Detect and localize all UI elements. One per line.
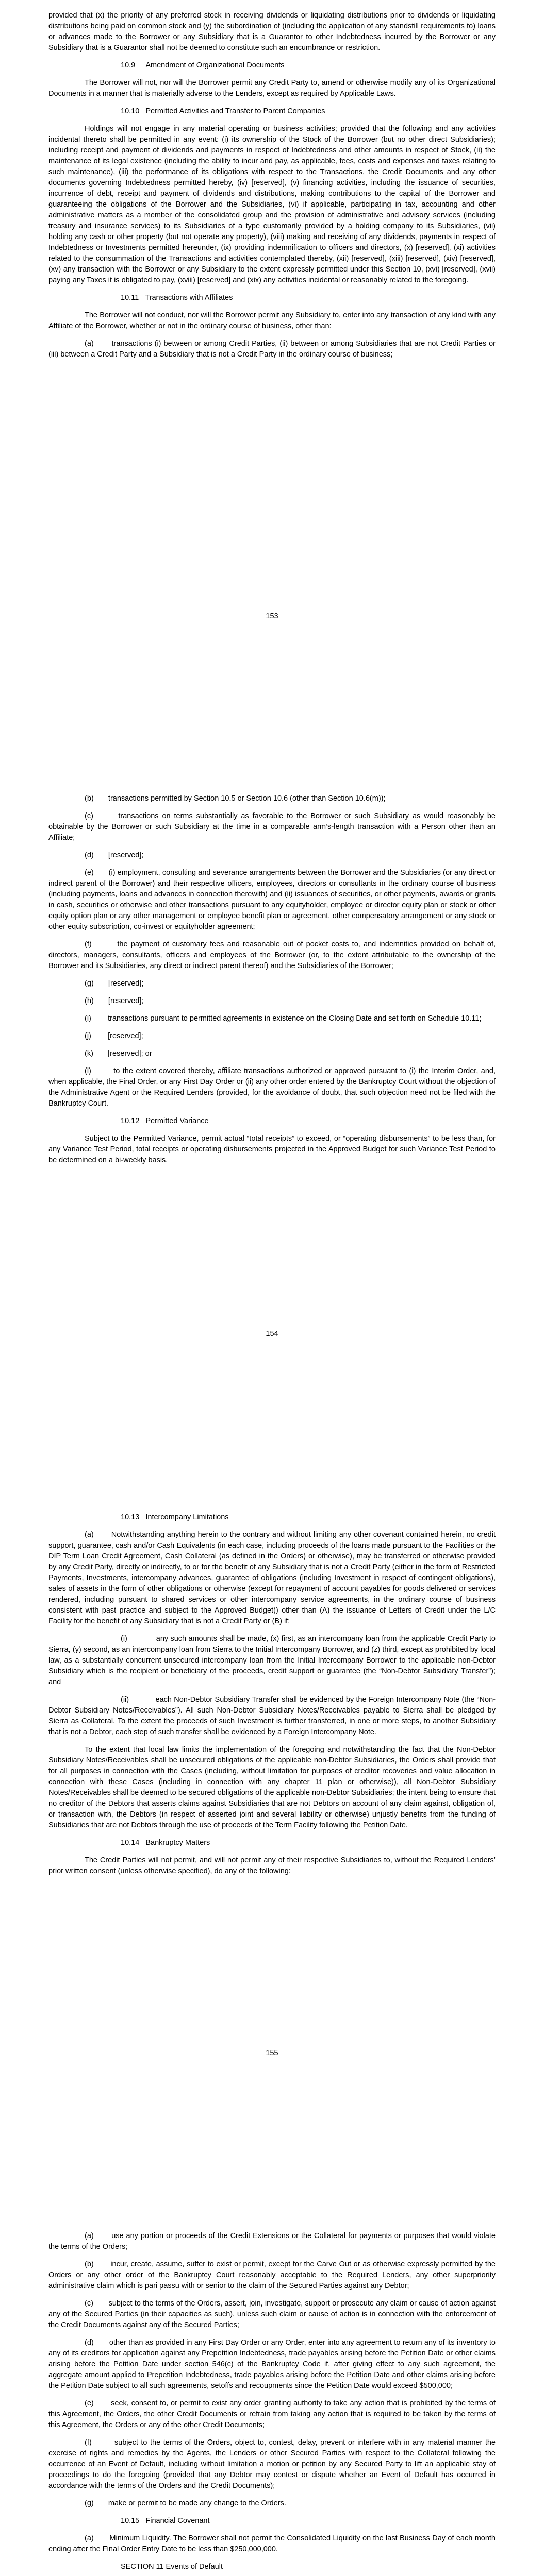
clause-10-14-e: (e) seek, consent to, or permit to exist any order granting authority to take any action that is prohibited by the terms of this Agreement, the Orders, the other Credit Documents or refrain from taking any action that is required to be taken by the terms of this Agreement, the Orders or any of the other Credit Documents; <box>48 2399 496 2429</box>
clause-10-11-j: (j) [reserved]; <box>85 1032 143 1040</box>
clause-10-11-c: (c) transactions on terms substantially as favorable to the Borrower or such Subsidiary as would reasonably be obtainable by the Borrower or such Subsidiary at the time in a comparable arm’s-length transaction with a Person other than an Affiliate; <box>48 812 496 842</box>
paragraph-encumbrance-proviso: provided that (x) the priority of any preferred stock in receiving dividends or liquidating distributions prior to dividends or liquidating distributions being paid on common stock and (y) the subordination of (including the application of any standstill requirements to) loans or advances made to the Borrower or any Subsidiary that is a Guarantor to other Indebtedness incurred by the Borrower or any Subsidiary that is a Guarantor shall not be deemed to constitute such an encumbrance or restriction. <box>48 11 496 52</box>
section-heading-10-9: 10.9 Amendment of Organizational Documents <box>121 61 285 70</box>
clause-10-15-a: (a) Minimum Liquidity. The Borrower shall not permit the Consolidated Liquidity on the last Business Day of each month ending after the Final Order Entry Date to be less than $250,000,000. <box>48 2534 496 2553</box>
clause-10-14-b: (b) incur, create, assume, suffer to exist or permit, except for the Carve Out or as otherwise expressly permitted by the Orders or any other order of the Bankruptcy Court reasonably acceptable to the Required Lenders, any other superpriority administrative claim which is pari passu with or senior to the claim of the Secured Parties against any Debtor; <box>48 2260 496 2290</box>
page-number: 153 <box>266 612 278 620</box>
clause-10-11-l: (l) to the extent covered thereby, affiliate transactions authorized or approved pursuant to (i) the Interim Order, and, when applicable, the Final Order, or any First Day Order or (ii) any other order entered by the Bankruptcy Court without the objection of the Administrative Agent or the Required Lenders (provided, for the avoidance of doubt, that such objection need not be filed with the Bankruptcy Court. <box>48 1067 496 1108</box>
paragraph-10-11-intro: The Borrower will not conduct, nor will the Borrower permit any Subsidiary to, enter into any transaction of any kind with any Affiliate of the Borrower, whether or not in the ordinary course of business, other than: <box>48 311 496 330</box>
clause-10-11-a: (a) transactions (i) between or among Credit Parties, (ii) between or among Subsidiaries that are not Credit Parties or (iii) between a Credit Party and a Subsidiary that is not a Credit Party in the ordinary course of business; <box>48 340 496 359</box>
paragraph-10-13-local-law: To the extent that local law limits the implementation of the foregoing and notwithstanding the fact that the Non-Debtor Subsidiary Notes/Receivables shall be unsecured obligations of the applicable non-Debtor Subsidiaries, the Orders shall provide that for all purposes in connection with the Cases (including, without limitation for purposes of creditor recoveries and value allocation in connection with these Cases (including in connection with any chapter 11 plan or otherwise)), all Non-Debtor Subsidiary Notes/Receivables shall be deemed to be secured obligations of the applicable non-Debtor Subsidiaries; the intent being to ensure that no creditor of the Debtors that asserts claims against Subsidiaries that are not Debtors on account of any claim against, obligation of, or transaction with, the Debtors (in respect of asserted joint and several liability or otherwise) unjustly benefits from the funding of Subsidiaries that are not Debtors through the use of proceeds of the Term Facility following the Petition Date. <box>48 1745 496 1829</box>
section-heading-10-14: 10.14 Bankruptcy Matters <box>121 1839 210 1847</box>
page-content <box>48 1512 496 1884</box>
page-number: 155 <box>266 2049 278 2057</box>
clause-10-14-f: (f) subject to the terms of the Orders, object to, contest, delay, prevent or interfere with in any material manner the exercise of rights and remedies by the Agents, the Lenders or other Secured Parties with respect to the Collateral following the occurrence of an Event of Default, including without limitation a motion or petition by any Secured Party to lift an applicable stay of proceedings to do the foregoing (provided that any Debtor may contest or dispute whether an Event of Default has occurred in accordance with the terms of the Orders and the Credit Documents); <box>48 2438 496 2490</box>
page-number: 154 <box>266 1330 278 1338</box>
clause-10-11-g: (g) [reserved]; <box>85 979 144 988</box>
clause-10-14-a: (a) use any portion or proceeds of the Credit Extensions or the Collateral for payments or purposes that would violate the terms of the Orders; <box>48 2232 496 2251</box>
clause-10-13-a: (a) Notwithstanding anything herein to the contrary and without limiting any other covenant contained herein, no credit support, guarantee, cash and/or Cash Equivalents (in each case, including proceeds of the loans made pursuant to the Facilities or the DIP Term Loan Credit Agreement, Cash Collateral (as defined in the Orders) or otherwise), may be transferred or otherwise provided by any Credit Party, directly or indirectly, to or for the benefit of any Subsidiary that is not a Credit Party (either in the form of Restricted Payments, Investments, intercompany advances, guarantee of obligations (including Investment in respect of contingent obligations), sales of assets in the form of other obligations or otherwise (except for repayment of account payables for goods delivered or services rendered, including pursuant to shared services or other intercompany service agreements, in the ordinary course of business consistent with past practice and subject to the Approved Budget)) other than (A) the issuance of Letters of Credit under the L/C Facility for the benefit of any Subsidiary that is not a Credit Party or (B) if: <box>48 1531 496 1625</box>
section-heading-11: SECTION 11 Events of Default <box>121 2563 223 2571</box>
clause-10-11-e: (e) (i) employment, consulting and severance arrangements between the Borrower and the Subsidiaries (or any direct or indirect parent of the Borrower) and their respective officers, employees, directors or consultants in the ordinary course of business (including payments, loans and advances in connection therewith) and (ii) issuances of securities, or other payments, awards or grants in cash, securities or otherwise and other transactions pursuant to any equityholder, employee or director equity plan or stock or other equity option plan or any other management or employee benefit plan or agreement, other compensatory arrangement or any stock or other equity subscription, co-invest or equityholder agreement; <box>48 869 496 931</box>
clause-10-14-g: (g) make or permit to be made any change to the Orders. <box>85 2499 286 2507</box>
paragraph-10-9: The Borrower will not, nor will the Borrower permit any Credit Party to, amend or otherwise modify any of its Organizational Documents in a manner that is materially adverse to the Lenders, except as required by Applicable Laws. <box>48 79 496 98</box>
page-content <box>48 2231 496 2576</box>
page-content <box>48 793 496 1173</box>
section-heading-10-13: 10.13 Intercompany Limitations <box>121 1513 229 1521</box>
clause-10-11-d: (d) [reserved]; <box>85 851 144 859</box>
clause-10-11-h: (h) [reserved]; <box>85 997 144 1005</box>
section-heading-10-11: 10.11 Transactions with Affiliates <box>121 294 233 302</box>
clause-10-14-c: (c) subject to the terms of the Orders, assert, join, investigate, support or prosecute any claim or cause of action against any of the Secured Parties (in their capacities as such), unless such claim or cause of action is in connection with the enforcement of the Credit Documents against any of the Secured Parties; <box>48 2299 496 2329</box>
clause-10-11-f: (f) the payment of customary fees and reasonable out of pocket costs to, and indemnities provided on behalf of, directors, managers, consultants, officers and employees of the Borrower (or, to the extent attributable to the ownership of the Borrower and its Subsidiaries, any direct or indirect parent thereof) and the Subsidiaries of the Borrower; <box>48 940 496 970</box>
clause-10-11-k: (k) [reserved]; or <box>85 1049 152 1058</box>
section-heading-10-15: 10.15 Financial Covenant <box>121 2517 210 2525</box>
section-heading-10-10: 10.10 Permitted Activities and Transfer to Parent Companies <box>121 107 325 115</box>
paragraph-10-12: Subject to the Permitted Variance, permit actual “total receipts” to exceed, or “operating disbursements” to be less than, for any Variance Test Period, total receipts or operating disbursements projected in the Approved Budget for such Variance Test Period to be determined on a bi-weekly basis. <box>48 1134 496 1164</box>
clause-10-11-b: (b) transactions permitted by Section 10.5 or Section 10.6 (other than Section 10.6(m)); <box>85 794 386 803</box>
clause-10-14-d: (d) other than as provided in any First Day Order or any Order, enter into any agreement to return any of its inventory to any of its creditors for application against any Prepetition Indebtedness, trade payables arising before the Petition Date or other claims arising before the Petition Date under section 546(c) of the Bankruptcy Code if, after giving effect to any such agreement, the aggregate amount applied to Prepetition Indebtedness, trade payables arising before the Petition Date and other claims arising before the Petition Date subject to all such agreements, setoffs and recoupments since the Petition Date would exceed $500,000; <box>48 2338 496 2390</box>
paragraph-10-10: Holdings will not engage in any material operating or business activities; provided that the following and any activities incidental thereto shall be permitted in any event: (i) its ownership of the Stock of the Borrower (but no other direct Subsidiaries); including receipt and payment of dividends and payments in respect of Indebtedness and other amounts in respect of Stock, (ii) the maintenance of its legal existence (including the ability to incur and pay, as applicable, fees, costs and expenses and taxes relating to such maintenance), (iii) the performance of its obligations with respect to the Transactions, the Credit Documents and any other documents governing Indebtedness permitted hereby, (iv) [reserved], (v) financing activities, including the issuance of securities, incurrence of debt, receipt and payment of dividends and distributions, making contributions to the capital of the Borrower and guaranteeing the obligations of the Borrower and the Subsidiaries, (vi) if applicable, participating in tax, accounting and other administrative matters as a member of the consolidated group and the provision of administrative and advisory services (including treasury and insurance services) to its Subsidiaries of a type customarily provided by a holding company to its Subsidiaries, (vii) holding any cash or other property (but not operate any property), (viii) making and receiving of any dividends, payments in respect of Indebtedness or Investments permitted hereunder, (ix) providing indemnification to officers and directors, (x) [reserved], (xi) activities related to the consummation of the Transactions and activities contemplated thereby, (xii) [reserved], (xiii) [reserved], (xiv) [reserved], (xv) any transaction with the Borrower or any Subsidiary to the extent expressly permitted under this Section 10, (xvi) [reserved], (xvii) paying any Taxes it is obligated to pay, (xviii) [reserved] and (xix) any activities incidental or reasonably related to the foregoing. <box>48 125 496 284</box>
clause-10-13-a-ii: (ii) each Non-Debtor Subsidiary Transfer shall be evidenced by the Foreign Intercompany Note (the “Non-Debtor Subsidiary Notes/Receivables”). All such Non-Debtor Subsidiary Notes/Receivables payable to Sierra shall be pledged by Sierra as Collateral. To the extent the proceeds of such Investment is further transferred, in one or more steps, to another Subsidiary that is not a Debtor, each step of such transfer shall be evidenced by a Foreign Intercompany Note. <box>48 1696 496 1736</box>
section-heading-10-12: 10.12 Permitted Variance <box>121 1117 209 1125</box>
clause-10-13-a-i: (i) any such amounts shall be made, (x) first, as an intercompany loan from the applicable Credit Party to Sierra, (y) second, as an intercompany loan from Sierra to the Initial Intercompany Borrower, and (z) third, except as prohibited by local law, as a substantially concurrent unsecured intercompany loan from the Initial Intercompany Borrower to the applicable non-Debtor Subsidiary which is the recipient or beneficiary of the proceeds, credit support or guarantee (the “Non-Debtor Subsidiary Transfer”); and <box>48 1635 496 1686</box>
page-content <box>48 10 496 367</box>
clause-10-11-i: (i) transactions pursuant to permitted agreements in existence on the Closing Date and set forth on Schedule 10.11; <box>85 1014 482 1023</box>
paragraph-10-14-intro: The Credit Parties will not permit, and will not permit any of their respective Subsidiaries to, without the Required Lenders’ prior written consent (unless otherwise specified), do any of the following: <box>48 1856 496 1875</box>
